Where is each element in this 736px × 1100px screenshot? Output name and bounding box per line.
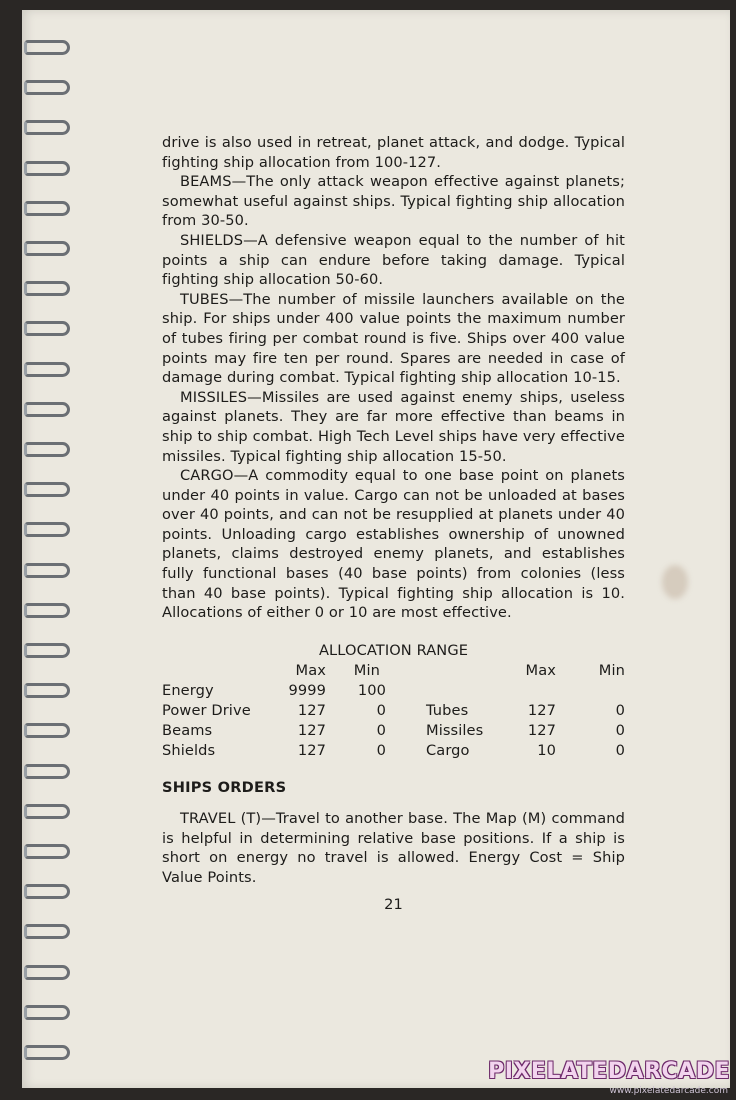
- row-label: Shields: [162, 741, 216, 759]
- row-max: 127: [297, 741, 326, 759]
- binding-ring: [24, 1005, 70, 1020]
- binding-ring: [24, 764, 70, 779]
- binding-ring: [24, 40, 70, 55]
- table-row: [162, 740, 625, 760]
- binding-ring: [24, 120, 70, 135]
- binding-ring: [24, 924, 70, 939]
- binding-ring: [24, 161, 70, 176]
- header-min: Min: [598, 661, 625, 679]
- page-stain: [662, 565, 688, 599]
- paragraph-cargo: CARGO—A commodity equal to one base point on planets under 40 points in value. Cargo can not be unloaded at bases over 40 points, and can not be resupplied at planets under 40 points. Unloading cargo establishes ownership of unowned planets, claims destroyed enemy planets, and establishes fully functional bases (40 base points) from colonies (less than 40 base points). Typical fighting ship allocation is 10. Allocations of either 0 or 10 are most effective.: [162, 467, 625, 622]
- row-min: 0: [615, 701, 625, 719]
- binding-ring: [24, 603, 70, 618]
- binding-ring: [24, 482, 70, 497]
- binding-ring: [24, 201, 70, 216]
- paragraph-beams: BEAMS—The only attack weapon effective against planets; somewhat useful against ships. Typical fighting ship allocation from 30-50.: [162, 173, 625, 230]
- page-number: 21: [384, 896, 403, 914]
- header-max: Max: [525, 661, 556, 679]
- allocation-header-row: [162, 660, 625, 680]
- row-label: Beams: [162, 721, 213, 739]
- binding-ring: [24, 241, 70, 256]
- spiral-binding: [22, 40, 82, 1090]
- binding-ring: [24, 643, 70, 658]
- row-min: 0: [376, 741, 386, 759]
- table-row: [162, 720, 625, 740]
- row-label: Tubes: [426, 701, 469, 719]
- binding-ring: [24, 402, 70, 417]
- paragraph-missiles: MISSILES—Missiles are used against enemy ships, useless against planets. They are far more effective than beams in ship to ship combat. High Tech Level ships have very effective missiles. Typical fighting ship allocation 15-50.: [162, 388, 625, 465]
- manual-page: [22, 10, 730, 1088]
- binding-ring: [24, 80, 70, 95]
- row-max: 127: [297, 721, 326, 739]
- binding-ring: [24, 522, 70, 537]
- row-max: 127: [527, 721, 556, 739]
- row-max: 127: [297, 701, 326, 719]
- binding-ring: [24, 321, 70, 336]
- row-label: Power Drive: [162, 701, 251, 719]
- allocation-title: ALLOCATION RANGE: [318, 641, 469, 659]
- allocation-table: [162, 660, 625, 760]
- row-label: Missiles: [426, 721, 484, 739]
- row-min: 0: [376, 701, 386, 719]
- header-max: Max: [295, 661, 326, 679]
- row-min: 0: [615, 741, 625, 759]
- binding-ring: [24, 965, 70, 980]
- row-min: 0: [615, 721, 625, 739]
- watermark-url: www.pixelatedarcade.com: [609, 1086, 728, 1096]
- paragraph-tubes: TUBES—The number of missile launchers available on the ship. For ships under 400 value points the maximum number of tubes firing per combat round is five. Ships over 400 value points may fire ten per round. Spares are needed in case of damage during combat. Typical fighting ship allocation 10-15.: [162, 290, 625, 387]
- row-max: 9999: [288, 681, 326, 699]
- binding-ring: [24, 362, 70, 377]
- binding-ring: [24, 804, 70, 819]
- row-min: 0: [376, 721, 386, 739]
- binding-ring: [24, 1045, 70, 1060]
- binding-ring: [24, 281, 70, 296]
- table-row: [162, 700, 625, 720]
- header-min: Min: [353, 661, 380, 679]
- binding-ring: [24, 844, 70, 859]
- binding-ring: [24, 683, 70, 698]
- page-body: [162, 133, 625, 915]
- binding-ring: [24, 442, 70, 457]
- row-label: Energy: [162, 681, 214, 699]
- paragraph-shields: SHIELDS—A defensive weapon equal to the number of hit points a ship can endure before taking damage. Typical fighting ship allocation 50-60.: [162, 231, 625, 289]
- paragraph-travel: TRAVEL (T)—Travel to another base. The Map (M) command is helpful in determining relative base positions. If a ship is short on energy no travel is allowed. Energy Cost = Ship Value Points.: [162, 810, 625, 886]
- row-max: 127: [527, 701, 556, 719]
- paragraph-drive: drive is also used in retreat, planet attack, and dodge. Typical fighting ship allocation from 100-127.: [162, 134, 625, 171]
- table-row: [162, 680, 625, 700]
- binding-ring: [24, 563, 70, 578]
- row-max: 10: [537, 741, 556, 759]
- binding-ring: [24, 723, 70, 738]
- row-label: Cargo: [426, 741, 470, 759]
- watermark-logo: PIXELATEDARCADE: [488, 1059, 730, 1084]
- section-heading: SHIPS ORDERS: [162, 779, 287, 797]
- row-min: 100: [357, 681, 386, 699]
- binding-ring: [24, 884, 70, 899]
